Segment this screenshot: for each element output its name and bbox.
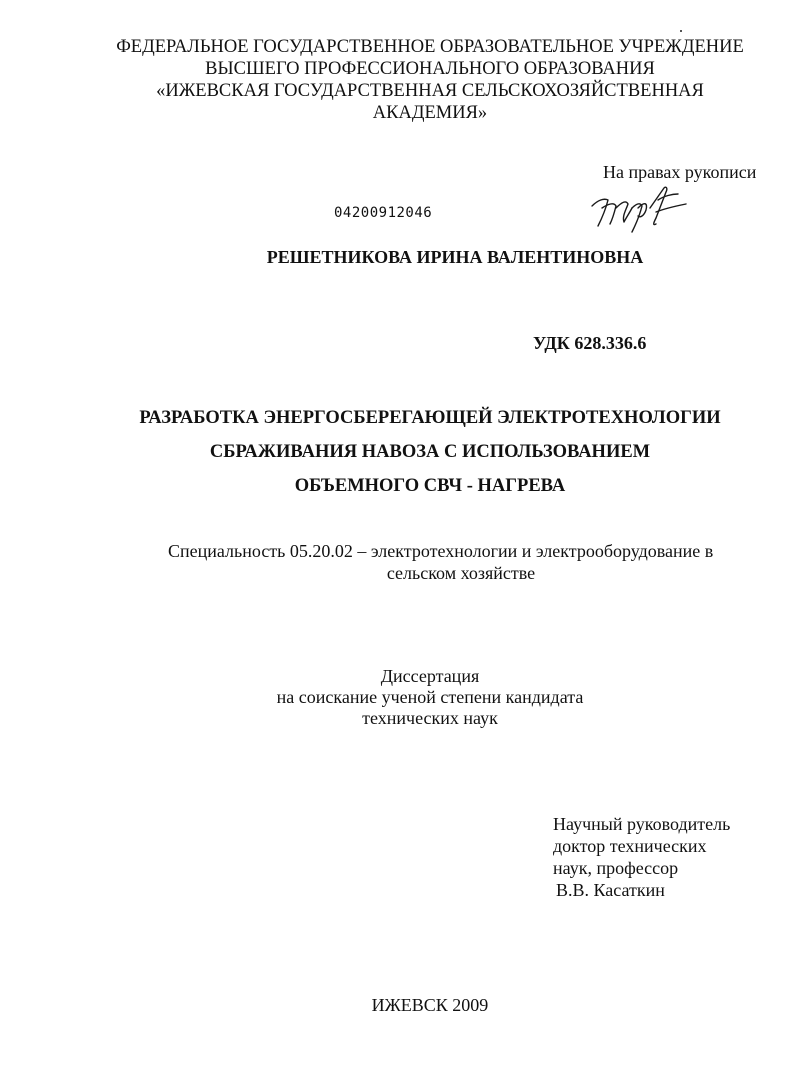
- title-line-2: СБРАЖИВАНИЯ НАВОЗА С ИСПОЛЬЗОВАНИЕМ: [209, 442, 651, 462]
- advisor-role: Научный руководитель: [553, 814, 731, 834]
- dissertation-title: [60, 401, 794, 503]
- handwritten-signature: [586, 178, 696, 238]
- advisor-degree-1: доктор технических: [553, 836, 707, 856]
- institution-line-1: ФЕДЕРАЛЬНОЕ ГОСУДАРСТВЕННОЕ ОБРАЗОВАТЕЛЬНОЕ УЧРЕЖДЕНИЕ: [116, 37, 744, 57]
- specialty-line-2: сельском хозяйстве: [386, 563, 536, 583]
- title-line-1: РАЗРАБОТКА ЭНЕРГОСБЕРЕГАЮЩЕЙ ЭЛЕКТРОТЕХНОЛОГИИ: [139, 408, 721, 428]
- advisor-name: В.В. Касаткин: [556, 880, 665, 900]
- purpose-line-3: технических наук: [362, 708, 498, 728]
- institution-line-3: «ИЖЕВСКАЯ ГОСУДАРСТВЕННАЯ СЕЛЬСКОХОЗЯЙСТВЕННАЯ: [156, 81, 704, 101]
- purpose-line-2: на соискание ученой степени кандидата: [276, 687, 584, 707]
- purpose-line-1: Диссертация: [380, 666, 480, 686]
- institution-line-4: АКАДЕМИЯ»: [372, 103, 488, 123]
- catalog-number: 04200912046: [334, 205, 433, 221]
- advisor-block: [553, 813, 730, 901]
- udc-code: УДК 628.336.6: [533, 333, 647, 353]
- specialty-block: [168, 540, 768, 584]
- scan-speck: [680, 30, 682, 32]
- dissertation-purpose: [60, 666, 794, 729]
- institution-header: [60, 36, 794, 124]
- advisor-degree-2: наук, профессор: [553, 858, 679, 878]
- author-name: РЕШЕТНИКОВА ИРИНА ВАЛЕНТИНОВНА: [266, 247, 644, 267]
- specialty-line-1: Специальность 05.20.02 – электротехнологии и электрооборудование в: [168, 541, 714, 561]
- manuscript-note: На правах рукописи: [603, 162, 757, 182]
- city-year: ИЖЕВСК 2009: [371, 995, 489, 1015]
- institution-line-2: ВЫСШЕГО ПРОФЕССИОНАЛЬНОГО ОБРАЗОВАНИЯ: [205, 59, 655, 79]
- title-line-3: ОБЪЕМНОГО СВЧ - НАГРЕВА: [294, 476, 566, 496]
